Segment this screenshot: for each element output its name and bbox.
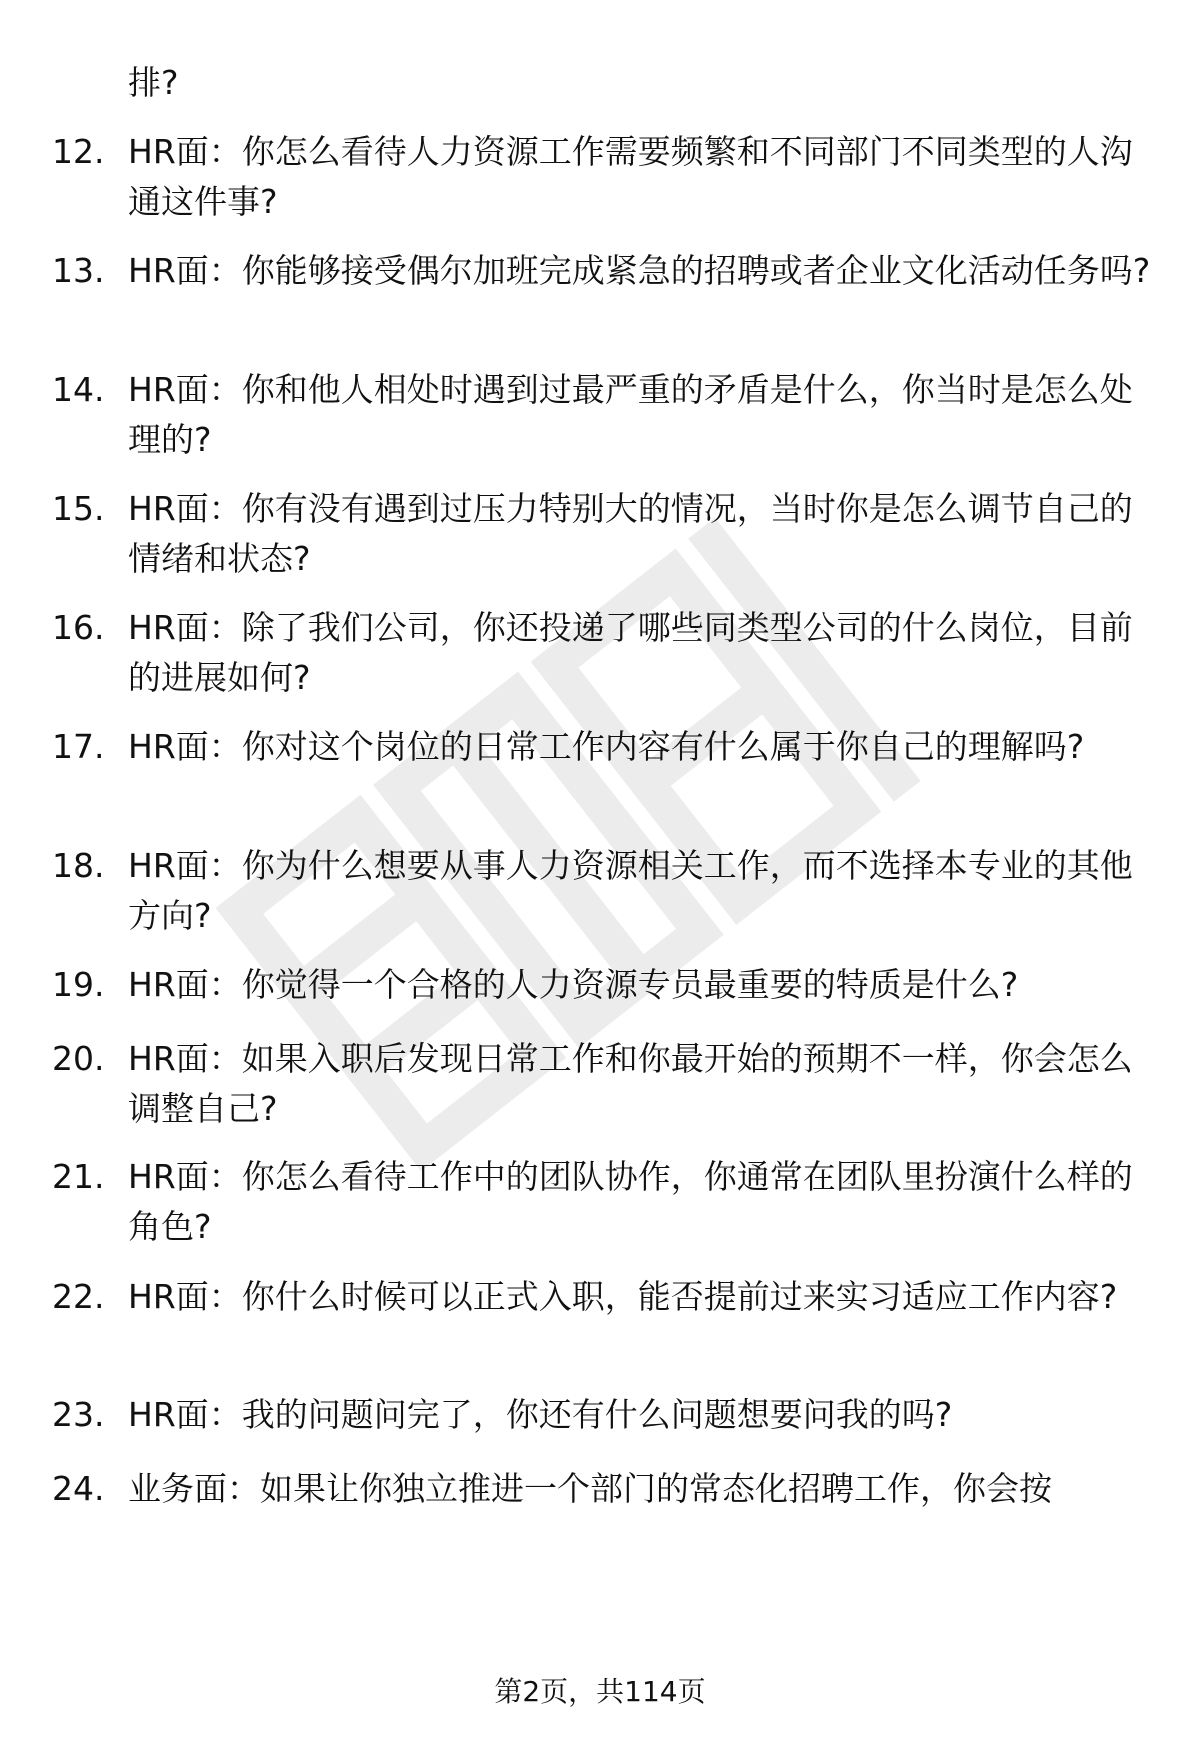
question-text: HR面：你有没有遇到过压力特别大的情况，当时你是怎么调节自己的情绪和状态?	[128, 489, 1133, 578]
question-text: HR面：你怎么看待工作中的团队协作，你通常在团队里扮演什么样的角色?	[128, 1157, 1133, 1246]
question-number: 17.	[52, 727, 105, 766]
question-number: 21.	[52, 1157, 105, 1196]
question-text: HR面：你对这个岗位的日常工作内容有什么属于你自己的理解吗?	[128, 727, 1085, 766]
question-text: HR面：你觉得一个合格的人力资源专员最重要的特质是什么?	[128, 965, 1019, 1004]
question-number: 14.	[52, 370, 105, 409]
question-number: 15.	[52, 489, 105, 528]
question-text: HR面：如果入职后发现日常工作和你最开始的预期不一样，你会怎么调整自己?	[128, 1039, 1133, 1128]
question-number: 12.	[52, 132, 105, 171]
question-number: 23.	[52, 1395, 105, 1434]
question-number: 18.	[52, 846, 105, 885]
question-text: HR面：你能够接受偶尔加班完成紧急的招聘或者企业文化活动任务吗?	[128, 251, 1151, 290]
question-number: 13.	[52, 251, 105, 290]
question-text: HR面：我的问题问完了，你还有什么问题想要问我的吗?	[128, 1395, 953, 1434]
question-number: 22.	[52, 1277, 105, 1316]
question-text: 业务面：如果让你独立推进一个部门的常态化招聘工作，你会按	[128, 1469, 1052, 1508]
question-text: HR面：除了我们公司，你还投递了哪些同类型公司的什么岗位，目前的进展如何?	[128, 608, 1133, 697]
question-number: 24.	[52, 1469, 105, 1508]
question-text: HR面：你为什么想要从事人力资源相关工作，而不选择本专业的其他方向?	[128, 846, 1133, 935]
question-text: HR面：你和他人相处时遇到过最严重的矛盾是什么，你当时是怎么处理的?	[128, 370, 1133, 459]
question-text: HR面：你怎么看待人力资源工作需要频繁和不同部门不同类型的人沟通这件事?	[128, 132, 1133, 221]
question-number: 19.	[52, 965, 105, 1004]
question-number: 20.	[52, 1039, 105, 1078]
question-number: 16.	[52, 608, 105, 647]
continuation-text: 排?	[128, 63, 179, 102]
question-text: HR面：你什么时候可以正式入职，能否提前过来实习适应工作内容?	[128, 1277, 1118, 1316]
page-footer: 第2页，共114页	[494, 1675, 706, 1708]
